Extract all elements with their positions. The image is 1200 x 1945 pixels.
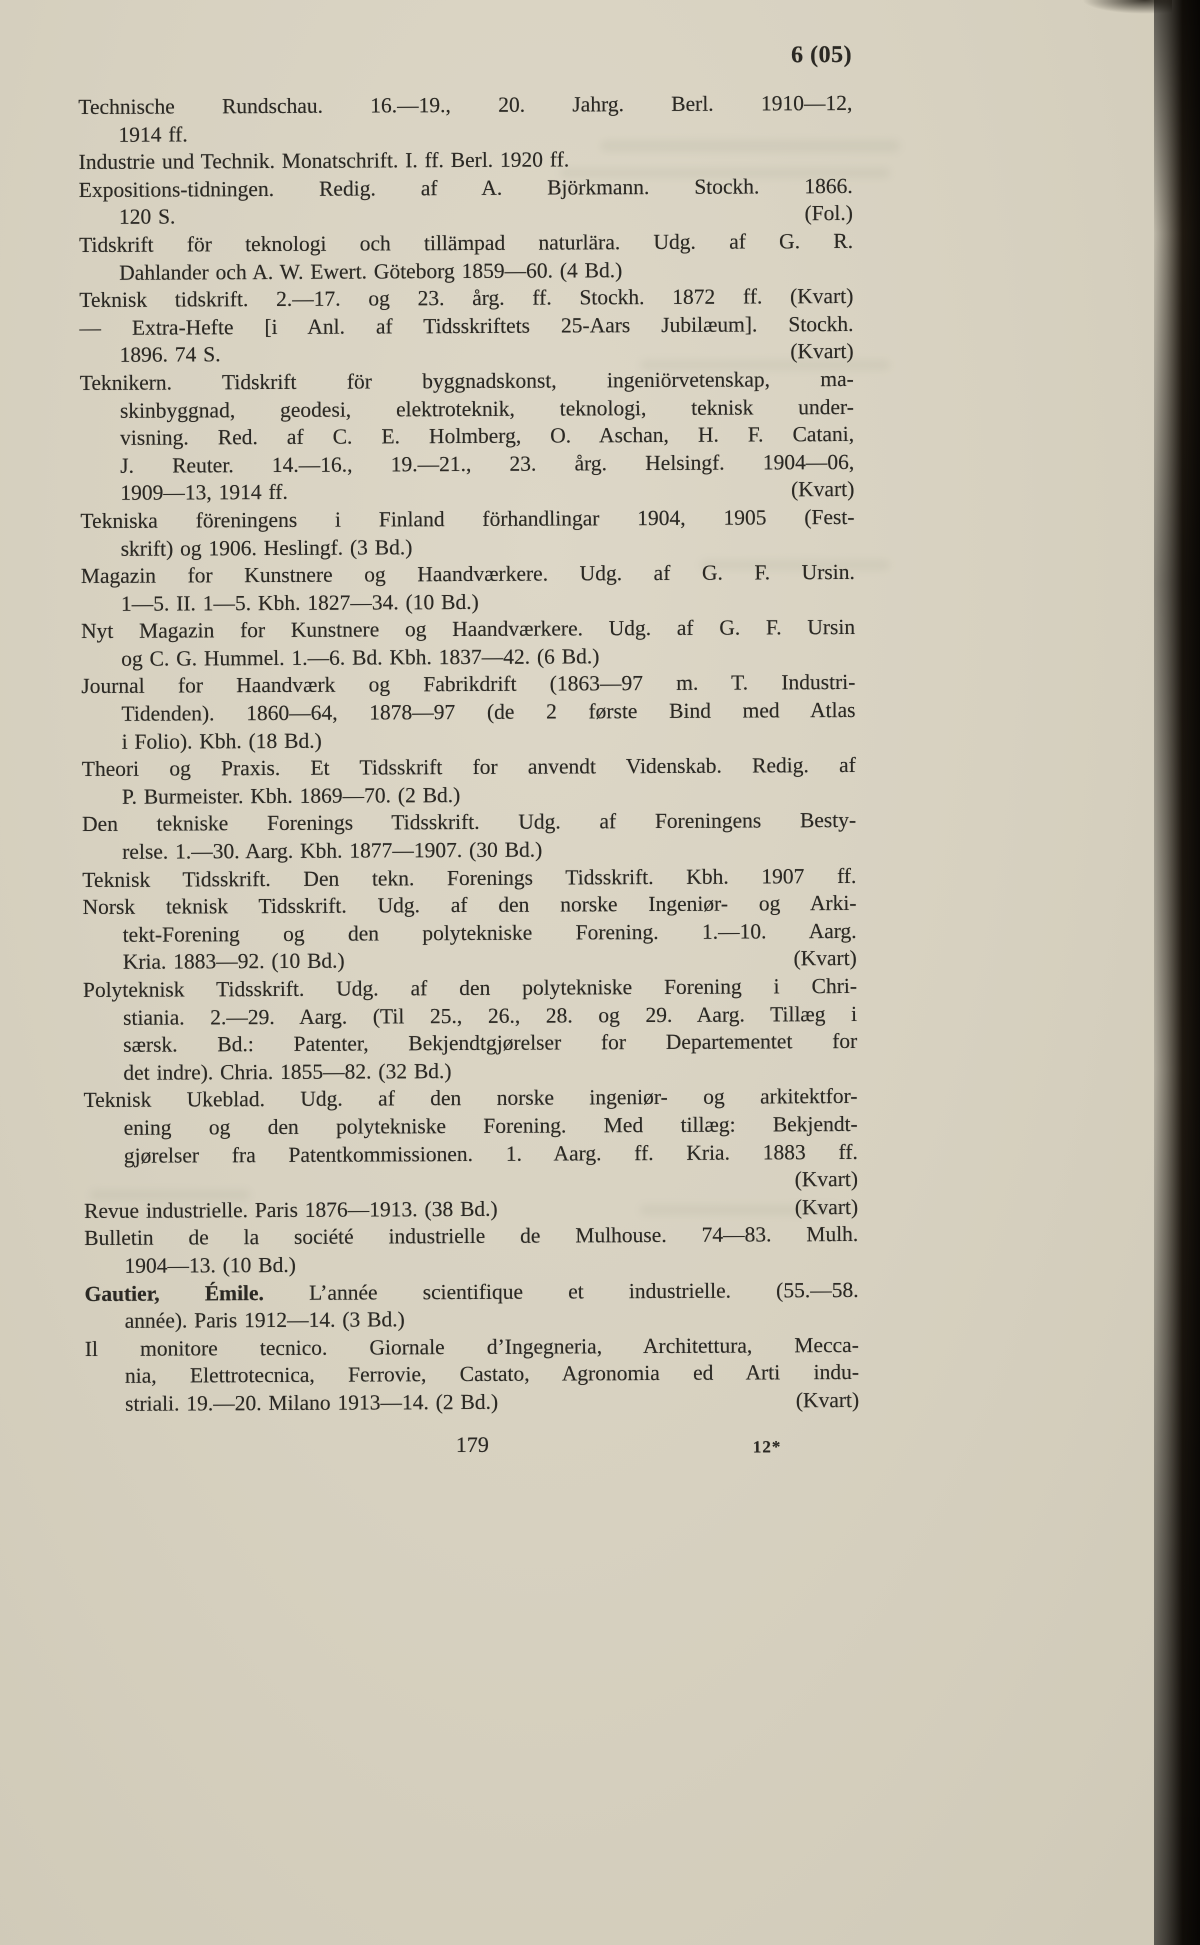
text-line (82, 835, 856, 867)
text-line (85, 1332, 859, 1364)
entry-text: Gautier, Émile. L’année scientifique et industrielle. (55.—58. (84, 1277, 859, 1306)
text-line (85, 1304, 859, 1336)
bibliography-entry (82, 890, 856, 977)
entry-text: Technische Rundschau. 16.—19., 20. Jahrg. Berl. 1910—12, (78, 90, 853, 119)
text-line (80, 449, 854, 481)
bibliography-entry (83, 973, 858, 1087)
text-line (82, 890, 856, 922)
entry-text: Den tekniske Forenings Tidsskrift. Udg. af Foreningens Besty- (82, 808, 857, 837)
text-line (80, 366, 854, 398)
entry-text: nia, Elettrotecnica, Ferrovie, Castato, Agronomia ed Arti indu- (124, 1360, 860, 1389)
entry-text: Norsk teknisk Tidsskrift. Udg. af den norske Ingeniør- og Arki- (82, 891, 857, 920)
entry-text: striali. 19.—20. Milano 1913—14. (2 Bd.) (125, 1389, 499, 1416)
entry-text: 120 S. (118, 204, 176, 230)
entry-text: Il monitore tecnico. Giornale d’Ingegneria, Architettura, Mecca- (84, 1332, 859, 1361)
format-note: (Kvart) (790, 339, 854, 364)
bibliography-entry (81, 559, 855, 618)
scan-corner-blotch (1082, 0, 1172, 14)
bibliography-entry (84, 1221, 858, 1280)
format-note: (Kvart) (795, 1387, 860, 1413)
entry-text: 1904—13. (10 Bd.) (124, 1252, 296, 1278)
text-line (82, 807, 856, 839)
entry-text: tekt-Forening og den polytekniske Forening. 1.—10. Aarg. (122, 918, 857, 947)
text-line (79, 173, 853, 205)
entry-text: Magazin for Kunstnere og Haandværkere. Udg. af G. F. Ursin. (80, 560, 855, 589)
bibliography-entry (83, 1083, 858, 1197)
text-line (80, 421, 854, 453)
text-line (82, 780, 856, 812)
bibliography-entry (82, 863, 856, 895)
text-line (79, 200, 853, 232)
text-line (82, 863, 856, 895)
page-number: 179 (455, 1431, 489, 1457)
entry-text: Nyt Magazin for Kunstnere og Haandværkere. Udg. af G. F. Ursin (81, 615, 856, 644)
text-line (81, 531, 855, 563)
entry-text: Polyteknisk Tidsskrift. Udg. af den polytekniske Forening i Chri- (82, 973, 858, 1002)
entry-text: Tidskrift för teknologi och tillämpad naturlära. Udg. af G. R. (78, 228, 854, 257)
text-line (79, 283, 853, 315)
entry-text: — Extra-Hefte [i Anl. af Tidsskriftets 25-Aars Jubilæum]. Stockh. (79, 311, 854, 340)
text-line (83, 1028, 857, 1060)
text-line (80, 476, 854, 508)
text-line (84, 1221, 858, 1253)
text-line (79, 228, 853, 260)
bibliography-entry (82, 752, 856, 811)
bibliography-entry (80, 366, 855, 508)
format-note: (Kvart) (794, 1167, 859, 1192)
text-line (81, 697, 855, 729)
text-line (81, 669, 855, 701)
format-note: (Kvart) (791, 477, 855, 502)
text-line (84, 1166, 858, 1198)
entry-text: og C. G. Hummel. 1.—6. Bd. Kbh. 1837—42. (6 Bd.) (121, 644, 600, 671)
entry-text: Teknisk Tidsskrift. Den tekn. Forenings Tidsskrift. Kbh. 1907 ff. (82, 863, 857, 892)
page-footer (85, 1428, 859, 1462)
text-line (81, 559, 855, 591)
text-line (82, 725, 856, 757)
entry-text: Tidenden). 1860—64, 1878—97 (de 2 første Bind med Atlas (121, 698, 856, 726)
text-line (83, 918, 857, 950)
entry-text: særsk. Bd.: Patenter, Bekjendtgjørelser for Departementet for (123, 1029, 858, 1057)
entry-text: Bulletin de la société industrielle de Mulhouse. 74—83. Mulh. (84, 1222, 859, 1251)
text-line (84, 1276, 858, 1308)
entry-text: Theori og Praxis. Et Tidsskrift for anvendt Videnskab. Redig. af (81, 753, 856, 782)
entry-text: skrift) og 1906. Heslingf. (3 Bd.) (120, 534, 413, 561)
text-line (85, 1387, 859, 1419)
text-line (83, 1083, 857, 1115)
entry-text: Tekniska föreningens i Finland förhandlingar 1904, 1905 (Fest- (80, 504, 855, 533)
format-note: (Fol.) (804, 201, 853, 226)
text-line (80, 393, 854, 425)
entry-text: relse. 1.—30. Aarg. Kbh. 1877—1907. (30 Bd.) (122, 837, 543, 864)
entry-text: skinbyggnad, geodesi, elektroteknik, teknologi, teknisk under- (119, 394, 854, 423)
entry-text: Teknisk tidskrift. 2.—17. og 23. årg. ff. Stockh. 1872 ff. (Kvart) (79, 284, 854, 313)
entry-text: J. Reuter. 14.—16., 19.—21., 23. årg. Helsingf. 1904—06, (120, 449, 855, 478)
bibliography-entry (78, 90, 852, 149)
entry-text: det indre). Chria. 1855—82. (32 Bd.) (123, 1058, 452, 1085)
text-column (78, 38, 859, 1463)
entry-text: 1914 ff. (118, 122, 188, 147)
text-line (83, 1001, 857, 1033)
text-line (78, 118, 852, 150)
entry-text: visning. Red. af C. E. Holmberg, O. Aschan, H. F. Catani, (120, 422, 855, 450)
text-line (84, 1111, 858, 1143)
entry-text: Teknikern. Tidskrift för byggnadskonst, ingeniörvetenskap, ma- (79, 366, 854, 395)
text-line (79, 145, 853, 177)
text-line (79, 256, 853, 288)
book-edge-shadow (1154, 0, 1200, 1945)
text-line (83, 1056, 857, 1088)
entry-text: P. Burmeister. Kbh. 1869—70. (2 Bd.) (121, 782, 461, 809)
text-line (85, 1359, 859, 1391)
text-line (81, 614, 855, 646)
text-line (82, 752, 856, 784)
format-note: (Kvart) (794, 1194, 859, 1220)
entry-text: i Folio). Kbh. (18 Bd.) (121, 728, 322, 754)
bibliography-entry-list (78, 90, 859, 1419)
page-header-number: 6 (05) (791, 41, 853, 69)
entry-text: année). Paris 1912—14. (3 Bd.) (124, 1307, 405, 1333)
bibliography-entry (84, 1276, 858, 1335)
bibliography-entry (79, 145, 853, 177)
entry-text: Journal for Haandværk og Fabrikdrift (1863—97 m. T. Industri- (81, 670, 856, 699)
bibliography-entry (79, 228, 853, 287)
text-line (81, 587, 855, 619)
entry-text: Teknisk Ukeblad. Udg. af den norske ingeniør- og arkitektfor- (83, 1084, 858, 1113)
bibliography-entry (85, 1332, 859, 1419)
bibliography-entry (81, 614, 855, 673)
text-line (84, 1249, 858, 1281)
text-line (80, 338, 854, 370)
entry-text: Industrie und Technik. Monatschrift. I. ff. Berl. 1920 ff. (78, 147, 570, 175)
text-line (78, 90, 852, 122)
text-line (83, 945, 857, 977)
bibliography-entry (81, 669, 855, 756)
format-note: (Kvart) (793, 946, 857, 971)
entry-text: Dahlander och A. W. Ewert. Göteborg 1859—60. (4 Bd.) (119, 257, 623, 285)
entry-text: 1896. 74 S. (119, 342, 221, 368)
entry-text: gjørelser fra Patentkommissionen. 1. Aarg. ff. Kria. 1883 ff. (123, 1139, 858, 1168)
bibliography-entry (80, 504, 854, 563)
text-line (81, 642, 855, 674)
entry-text: Expositions-tidningen. Redig. af A. Björkmann. Stockh. 1866. (78, 173, 853, 202)
bibliography-entry (82, 807, 856, 866)
entry-author-bold: Gautier, Émile. (84, 1280, 264, 1306)
entry-text: Revue industrielle. Paris 1876—1913. (38 Bd.) (84, 1196, 498, 1223)
entry-text: ening og den polytekniske Forening. Med tillæg: Bekjendt- (123, 1111, 858, 1140)
entry-text: stiania. 2.—29. Aarg. (Til 25., 26., 28. og 29. Aarg. Tillæg i (123, 1001, 858, 1030)
bibliography-entry (79, 283, 853, 370)
signature-mark: 12* (752, 1436, 782, 1456)
bibliography-entry (84, 1194, 858, 1226)
entry-text: 1909—13, 1914 ff. (120, 480, 288, 506)
entry-text: Kria. 1883—92. (10 Bd.) (122, 949, 345, 975)
entry-text: 1—5. II. 1—5. Kbh. 1827—34. (10 Bd.) (120, 589, 479, 616)
text-line (79, 311, 853, 343)
text-line (84, 1138, 858, 1170)
text-line (84, 1194, 858, 1226)
bibliography-entry (79, 173, 853, 232)
text-line (80, 504, 854, 536)
text-line (83, 973, 857, 1005)
